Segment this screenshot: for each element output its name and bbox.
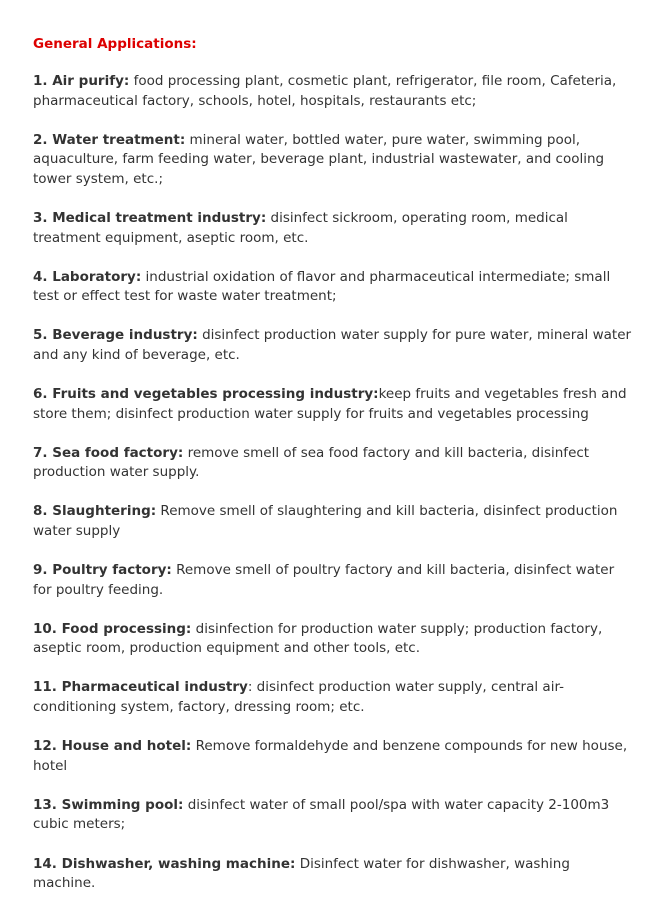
item-label: 14. Dishwasher, washing machine: — [33, 855, 296, 872]
item-label: 9. Poultry factory: — [33, 562, 172, 579]
item-description: keep fruits and vegetables fresh and store them; disinfect production water supply for fruits and vegetables processing — [33, 386, 627, 422]
item-label: 11. Pharmaceutical industry — [33, 679, 248, 696]
list-item — [33, 796, 633, 835]
item-description: disinfect sickroom, operating room, medical treatment equipment, aseptic room, etc. — [33, 209, 568, 246]
list-item — [33, 444, 633, 483]
item-description: disinfect water of small pool/spa with water capacity 2-100m3 cubic meters; — [33, 796, 610, 833]
item-description: mineral water, bottled water, pure water, swimming pool, aquaculture, farm feeding water, beverage plant, industrial wastewater, and cooling tower system, etc.; — [33, 131, 605, 187]
item-description: disinfect production water supply for pure water, mineral water and any kind of beverage, etc. — [33, 327, 632, 363]
item-label: 5. Beverage industry: — [33, 327, 198, 344]
list-item — [33, 326, 633, 365]
list-item — [33, 209, 633, 248]
item-description: Remove smell of poultry factory and kill bacteria, disinfect water for poultry feeding. — [33, 562, 615, 598]
document-body — [33, 34, 633, 913]
item-label: 2. Water treatment: — [33, 131, 186, 148]
item-description: Remove smell of slaughtering and kill bacteria, disinfect production water supply — [33, 503, 618, 539]
item-label: 10. Food processing: — [33, 620, 192, 637]
item-label: 7. Sea food factory: — [33, 444, 184, 461]
item-label: 6. Fruits and vegetables processing industry: — [33, 386, 379, 403]
list-item — [33, 561, 633, 600]
item-description: food processing plant, cosmetic plant, refrigerator, file room, Cafeteria, pharmaceutical factory, schools, hotel, hospitals, restaurants etc; — [33, 73, 617, 109]
item-description: industrial oxidation of flavor and pharmaceutical intermediate; small test or effect test for waste water treatment; — [33, 268, 611, 305]
item-label: 3. Medical treatment industry: — [33, 209, 267, 226]
item-description: Remove formaldehyde and benzene compounds for new house, hotel — [33, 738, 628, 774]
item-description: Disinfect water for dishwasher, washing machine. — [33, 855, 570, 892]
item-description: : disinfect production water supply, central air-conditioning system, factory, dressing room; etc. — [33, 679, 565, 716]
list-item — [33, 737, 633, 776]
item-label: 13. Swimming pool: — [33, 796, 184, 813]
list-item — [33, 678, 633, 717]
list-item — [33, 131, 633, 190]
list-item — [33, 72, 633, 111]
list-item — [33, 502, 633, 541]
item-label: 4. Laboratory: — [33, 268, 142, 285]
list-item — [33, 385, 633, 424]
list-item — [33, 268, 633, 307]
list-item — [33, 855, 633, 894]
item-description: remove smell of sea food factory and kill bacteria, disinfect production water supply. — [33, 444, 590, 481]
item-label: 8. Slaughtering: — [33, 503, 157, 520]
item-label: 1. Air purify: — [33, 73, 130, 89]
item-description: disinfection for production water supply; production factory, aseptic room, production equipment and other tools, etc. — [33, 620, 603, 657]
section-heading: General Applications: — [33, 36, 197, 52]
item-label: 12. House and hotel: — [33, 738, 192, 755]
list-item — [33, 620, 633, 659]
